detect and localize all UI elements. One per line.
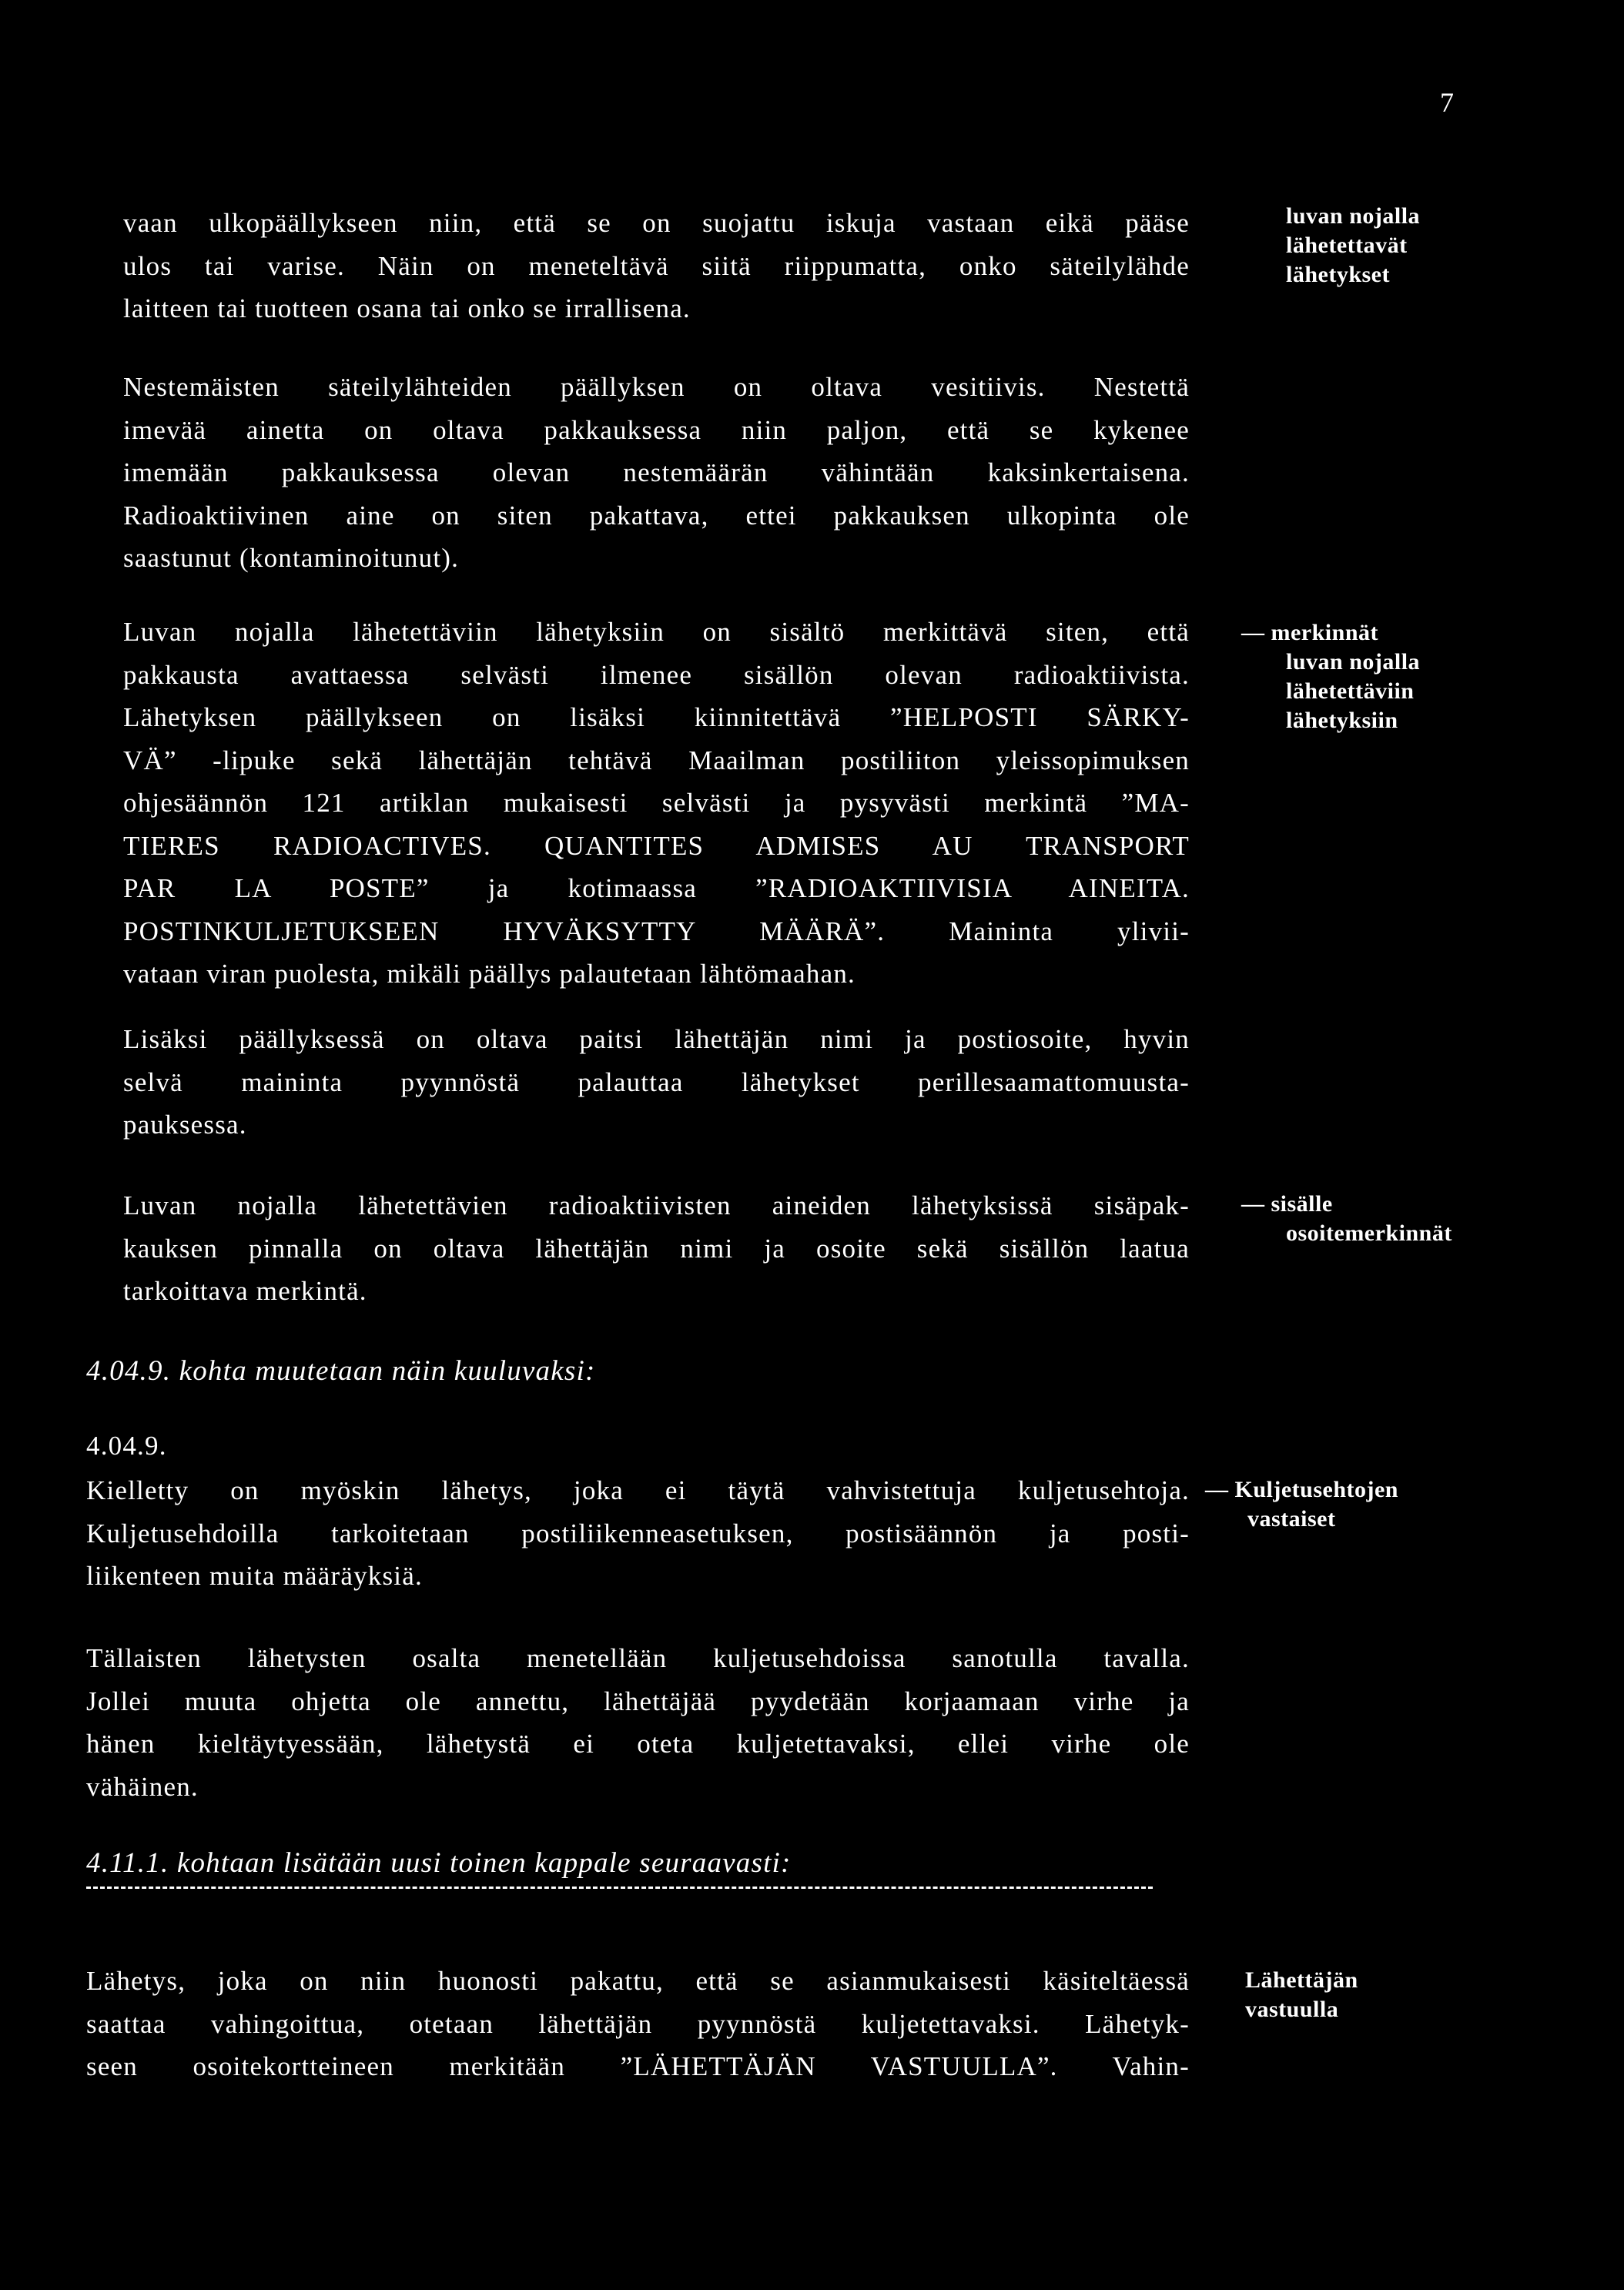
sidenote-sender-responsibility [1245,1966,1592,2024]
sidenote-line: luvan nojalla [1286,203,1421,229]
text-line: vaan ulkopäällykseen niin, että se on suojattu iskuja vastaan eikä pääse [123,208,1190,238]
text-line: imevää ainetta on oltava pakkauksessa niin paljon, että se kykenee [123,414,1190,445]
text-line: ulos tai varise. Näin on meneteltävä siitä riippumatta, onko säteilylähde [123,250,1190,281]
sidenote-line: vastuulla [1245,1997,1339,2022]
sidenote-line: lähetykset [1286,262,1390,287]
sidenote-line: — merkinnät [1241,620,1378,645]
text-line: Kielletty on myöskin lähetys, joka ei täytä vahvistettuja kuljetusehtoja. [86,1475,1190,1505]
paragraph-content-marking [123,611,1190,996]
paragraph-sender-info [123,1018,1190,1147]
text-line: saattaa vahingoittua, otetaan lähettäjän pyynnöstä kuljetettavaksi. Lähetyk- [86,2008,1190,2039]
text-line: Lisäksi päällyksessä on oltava paitsi lähettäjän nimi ja postiosoite, hyvin [123,1024,1190,1054]
text-line: vähäinen. [86,1771,199,1802]
sidenote-line: osoitemerkinnät [1286,1220,1452,1246]
sidenote-line: lähetyksiin [1286,708,1398,733]
text-line: laitteen tai tuotteen osana tai onko se irrallisena. [123,293,691,323]
text-line: seen osoitekortteineen merkitään ”LÄHETTÄJÄN VASTUULLA”. Vahin- [86,2051,1190,2081]
sidenote-inner-address [1241,1190,1588,1248]
text-line: hänen kieltäytyessään, lähetystä ei oteta kuljetettavaksi, ellei virhe ole [86,1729,1190,1759]
sidenote-markings [1241,618,1588,735]
text-line: Lähetys, joka on niin huonosti pakattu, että se asianmukaisesti käsiteltäessä [86,1966,1190,1996]
sidenote-line: Lähettäjän [1245,1967,1358,1993]
page-number: 7 [1440,87,1454,118]
text-line: pauksessa. [123,1110,247,1140]
paragraph-poorly-packed [86,1960,1190,2088]
sidenote-line: lähetettäviin [1286,678,1415,704]
text-line: Nestemäisten säteilylähteiden päällyksen on oltava vesitiivis. Nestettä [123,372,1190,402]
sidenote-line: luvan nojalla [1286,649,1421,675]
text-line: Jollei muuta ohjetta ole annettu, lähettäjää pyydetään korjaamaan virhe ja [86,1686,1190,1716]
sidenote-transport-conditions [1205,1475,1552,1534]
text-line: Radioaktiivinen aine on siten pakattava, ettei pakkauksen ulkopinta ole [123,500,1190,531]
addition-heading: 4.11.1. kohtaan lisätään uusi toinen kappale seuraavasti: [86,1847,792,1879]
sidenote-licensed-shipments [1286,202,1624,290]
text-line: Luvan nojalla lähetettäviin lähetyksiin on sisältö merkittävä siten, että [123,617,1190,647]
text-line: tarkoittava merkintä. [123,1276,367,1306]
text-line: pakkausta avattaessa selvästi ilmenee sisällön olevan radioaktiivista. [123,659,1190,690]
dashed-separator [86,1887,1153,1889]
text-line: TIERES RADIOACTIVES. QUANTITES ADMISES AU TRANSPORT [123,830,1190,861]
sidenote-line: — Kuljetusehtojen [1205,1477,1398,1502]
amendment-heading: 4.04.9. kohta muutetaan näin kuuluvaksi: [86,1355,596,1387]
text-line: imemään pakkauksessa olevan nestemäärän vähintään kaksinkertaisena. [123,457,1190,487]
text-line: Tällaisten lähetysten osalta menetellään kuljetusehdoissa sanotulla tavalla. [86,1643,1190,1673]
sidenote-line: — sisälle [1241,1191,1333,1217]
section-number: 4.04.9. [86,1431,167,1461]
text-line: selvä maininta pyynnöstä palauttaa lähetykset perillesaamattomuusta- [123,1066,1190,1097]
text-line: liikenteen muita määräyksiä. [86,1561,423,1591]
text-line: Kuljetusehdoilla tarkoitetaan postiliikenneasetuksen, postisäännön ja posti- [86,1518,1190,1548]
sidenote-line: lähetettavät [1286,233,1408,258]
text-line: ohjesäännön 121 artiklan mukaisesti selvästi ja pysyvästi merkintä ”MA- [123,788,1190,818]
text-line: PAR LA POSTE” ja kotimaassa ”RADIOAKTIIVISIA AINEITA. [123,873,1190,903]
paragraph-packaging-outer [123,202,1190,330]
paragraph-procedure [86,1637,1190,1808]
text-line: Luvan nojalla lähetettävien radioaktiivisten aineiden lähetyksissä sisäpak- [123,1190,1190,1220]
text-line: vataan viran puolesta, mikäli päällys palautetaan lähtömaahan. [123,959,856,989]
sidenote-line: vastaiset [1247,1506,1336,1532]
paragraph-inner-packaging [123,1184,1190,1313]
text-line: saastunut (kontaminoitunut). [123,543,460,573]
text-line: kauksen pinnalla on oltava lähettäjän nimi ja osoite sekä sisällön laatua [123,1233,1190,1264]
text-line: Lähetyksen päällykseen on lisäksi kiinnitettävä ”HELPOSTI SÄRKY- [123,702,1190,732]
text-line: POSTINKULJETUKSEEN HYVÄKSYTTY MÄÄRÄ”. Maininta ylivii- [123,916,1190,946]
paragraph-prohibited [86,1469,1190,1598]
text-line: VÄ” -lipuke sekä lähettäjän tehtävä Maailman postiliiton yleissopimuksen [123,745,1190,775]
paragraph-liquid-sources [123,366,1190,580]
